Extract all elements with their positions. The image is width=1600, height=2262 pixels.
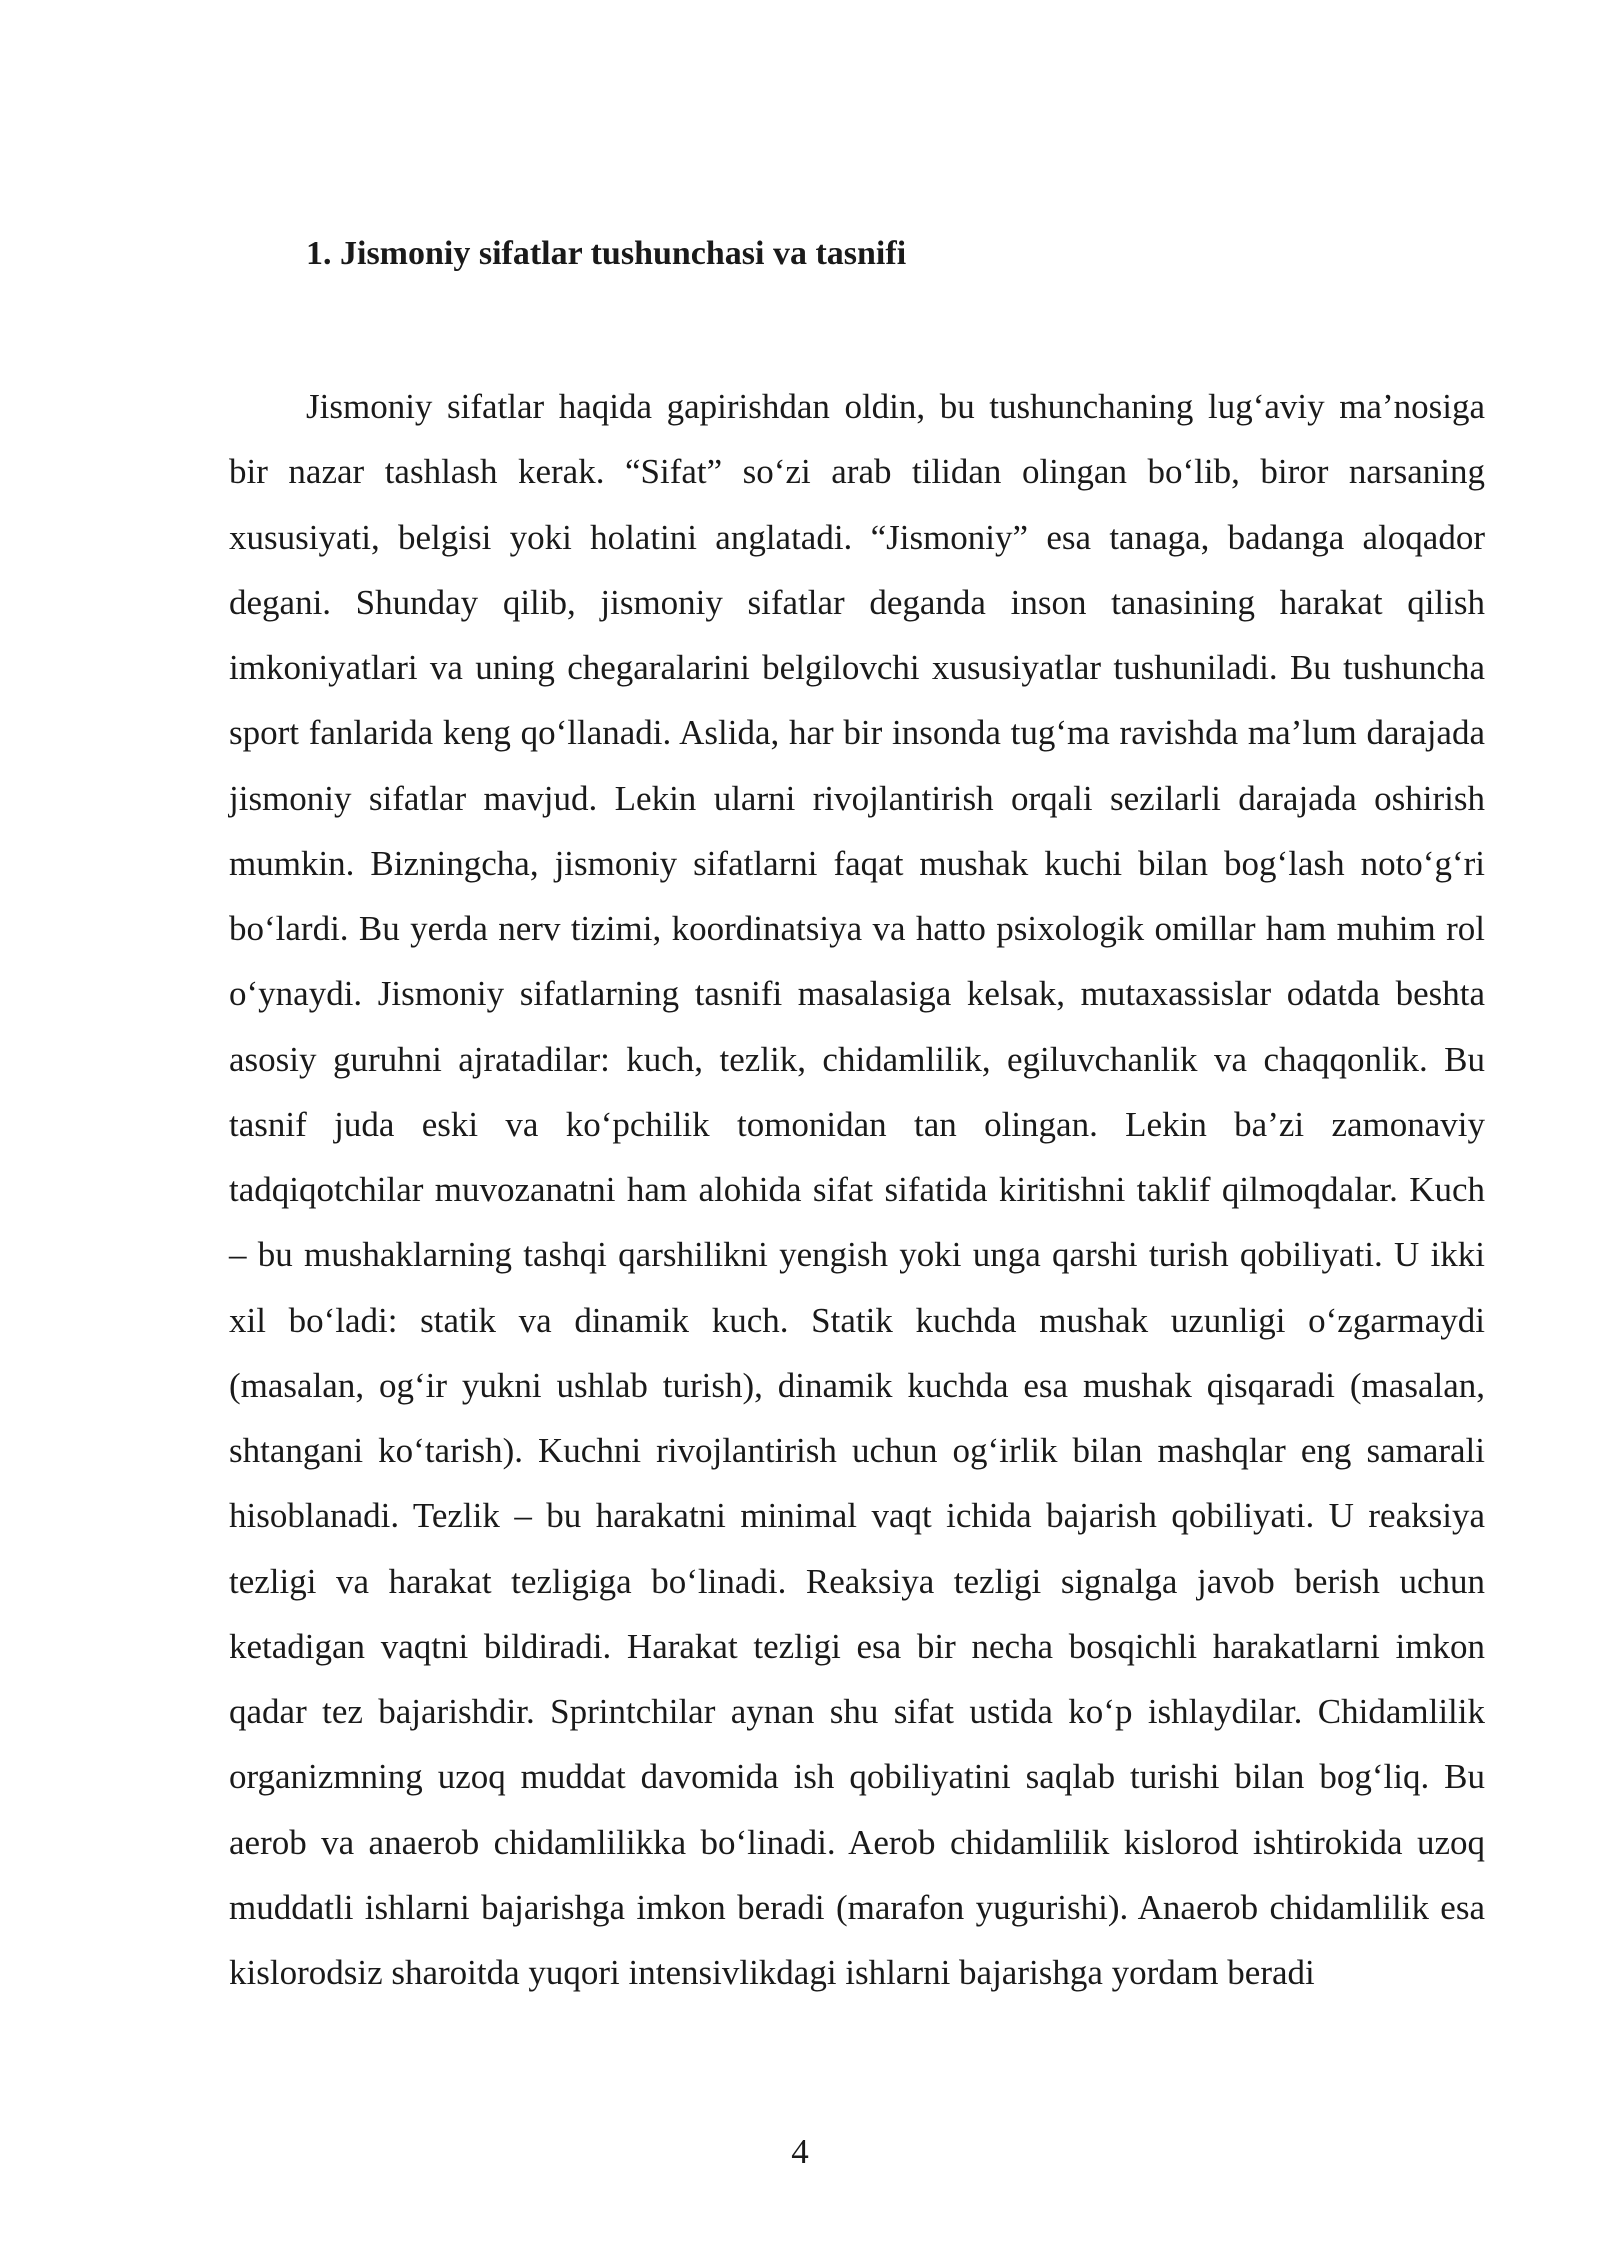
page-number: 4 <box>791 2132 809 2171</box>
body-paragraph: Jismoniy sifatlar haqida gapirishdan oldin, bu tushunchaning lug‘aviy ma’nosiga bir nazar tashlash kerak. “Sifat” so‘zi arab tilidan olingan bo‘lib, biror narsaning xususiyati, belgisi yoki holatini anglatadi. “Jismoniy” esa tanaga, badanga aloqador degani. Shunday qilib, jismoniy sifatlar deganda inson tanasining harakat qilish imkoniyatlari va uning chegaralarini belgilovchi xususiyatlar tushuniladi. Bu tushuncha sport fanlarida keng qo‘llanadi. Aslida, har bir insonda tug‘ma ravishda ma’lum darajada jismoniy sifatlar mavjud. Lekin ularni rivojlantirish orqali sezilarli darajada oshirish mumkin. Bizningcha, jismoniy sifatlarni faqat mushak kuchi bilan bog‘lash noto‘g‘ri bo‘lardi. Bu yerda nerv tizimi, koordinatsiya va hatto psixologik omillar ham muhim rol o‘ynaydi. Jismoniy sifatlarning tasnifi masalasiga kelsak, mutaxassislar odatda beshta asosiy guruhni ajratadilar: kuch, tezlik, chidamlilik, egiluvchanlik va chaqqonlik. Bu tasnif juda eski va ko‘pchilik tomonidan tan olingan. Lekin ba’zi zamonaviy tadqiqotchilar muvozanatni ham alohida sifat sifatida kiritishni taklif qilmoqdalar. Kuch – bu mushaklarning tashqi qarshilikni yengish yoki unga qarshi turish qobiliyati. U ikki xil bo‘ladi: statik va dinamik kuch. Statik kuchda mushak uzunligi o‘zgarmaydi (masalan, og‘ir yukni ushlab turish), dinamik kuchda esa mushak qisqaradi (masalan, shtangani ko‘tarish). Kuchni rivojlantirish uchun og‘irlik bilan mashqlar eng samarali hisoblanadi. Tezlik – bu harakatni minimal vaqt ichida bajarish qobiliyati. U reaksiya tezligi va harakat tezligiga bo‘linadi. Reaksiya tezligi signalga javob berish uchun ketadigan vaqtni bildiradi. Harakat tezligi esa bir necha bosqichli harakatlarni imkon qadar tez bajarishdir. Sprintchilar aynan shu sifat ustida ko‘p ishlaydilar. Chidamlilik organizmning uzoq muddat davomida ish qobiliyatini saqlab turishi bilan bog‘liq. Bu aerob va anaerob chidamlilikka bo‘linadi. Aerob chidamlilik kislorod ishtirokida uzoq muddatli ishlarni bajarishga imkon beradi (marafon yugurishi). Anaerob chidamlilik esa kislorodsiz sharoitda yuqori intensivlikdagi ishlarni bajarishga yordam beradi <box>229 387 1485 1992</box>
section-heading: 1. Jismoniy sifatlar tushunchasi va tasnifi <box>306 235 907 272</box>
